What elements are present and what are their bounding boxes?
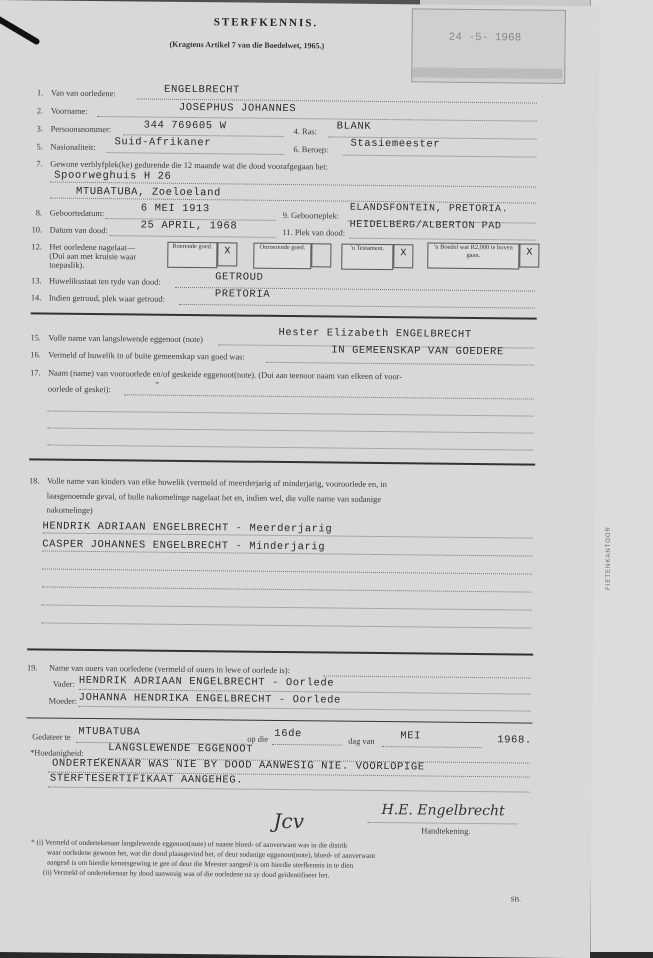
field-5-label: Nasionaliteit: [50, 142, 96, 153]
footnote-line-3: aangesê is om hierdie kennisgewing te gee of deur die Meester aangesê is om hierdie sterfkennis in te dien [46, 858, 354, 870]
checkbox-estate-over-r2000-label: 'n Boedel wat R2,000 te boven gaan. [434, 243, 513, 260]
field-5-number: 5. [36, 142, 43, 152]
pen-tip [0, 14, 41, 46]
footnote-line-4: (ii) Vermeld of ondertekenaar by dood aanwesig was of die oorledene na sy dood geïdentifiseer het. [42, 868, 330, 880]
field-6-value: Stasiemeester [350, 137, 441, 151]
field-15-label: Volle name van langslewende eggenoot (note) [48, 333, 204, 345]
field-17-line-4 [47, 445, 533, 451]
mother-label: Moeder: [48, 696, 78, 706]
field-7-number: 7. [36, 159, 43, 169]
field-8-number: 8. [35, 208, 43, 218]
field-17-line-3 [48, 428, 534, 434]
checkbox-estate-over-r2000 [427, 242, 519, 269]
field-3-value: 344 769605 W [143, 119, 227, 133]
stamp-date: 24 -5- 1968 [448, 31, 522, 45]
mark-estate-over-r2000: X [519, 243, 539, 267]
field-18-line-6 [41, 622, 531, 628]
field-2-number: 2. [36, 106, 44, 116]
field-16-line [266, 362, 534, 366]
field-8-value: 6 MEI 1913 [140, 202, 210, 216]
father-label: Vader: [52, 679, 75, 689]
field-12-label-b: (Dui aan met kruisie waar toepaslik). [49, 251, 137, 270]
field-14-number: 14. [30, 293, 42, 303]
field-18-label-c: nakomelinge) [46, 505, 93, 515]
field-17-number: 17. [30, 368, 41, 378]
dated-label: Gedateer te [32, 732, 71, 742]
section-divider-2 [29, 458, 535, 465]
section-divider-1 [31, 312, 537, 319]
day-line [272, 744, 342, 746]
section-divider-3 [27, 648, 533, 655]
field-18-line-4 [42, 586, 532, 592]
field-18-line-3 [42, 568, 532, 574]
field-18-child-1: HENDRIK ADRIAAN ENGELBRECHT - Meerderjarig [42, 520, 333, 536]
checkbox-movable-property [167, 242, 217, 269]
field-18-number: 18. [28, 476, 40, 486]
field-16-number: 16. [30, 350, 41, 360]
mother-value: JOHANNA HENDRIKA ENGELBRECHT - Oorlede [78, 691, 341, 707]
field-6-line [343, 155, 536, 158]
month-value: MEI [400, 730, 422, 743]
field-13-value: GETROUD [215, 271, 264, 284]
signature-line [367, 822, 517, 825]
handwritten-signature: H.E. Engelbrecht [381, 802, 505, 820]
field-15-value: Hester Elizabeth ENGELBRECHT [278, 326, 472, 341]
form-title: STERFKENNIS. [213, 16, 319, 30]
checkbox-will-label: 'n Testament. [350, 244, 385, 253]
field-19-line [323, 675, 531, 678]
field-11-label: 11. Plek van dood: [282, 227, 346, 238]
dated-place: MTUBATUBA [78, 725, 141, 739]
field-18-child-2: CASPER JOHANNES ENGELBRECHT - Minderjarig [42, 538, 326, 554]
field-2-value: JOSEPHUS JOHANNES [178, 101, 297, 116]
field-6-label: 6. Beroep: [293, 145, 329, 155]
capacity-label: *Hoedanigheid: [30, 748, 84, 758]
field-10-line [110, 235, 276, 238]
field-10-value: 25 APRIL, 1968 [140, 219, 238, 233]
year-value: 1968. [497, 734, 532, 747]
field-14-value: PRETORIA [214, 288, 271, 301]
field-16-value: IN GEMEENSKAP VAN GOEDERE [331, 344, 504, 359]
margin-vertical-text: FIETENKANTOOR [606, 526, 612, 590]
day-value: 16de [274, 727, 303, 741]
field-9-label: 9. Geboorteplek: [282, 210, 340, 221]
checkbox-immovable-property [253, 243, 311, 270]
field-18-line-5 [42, 604, 532, 610]
field-1-number: 1. [36, 88, 44, 98]
field-5-value: Suid-Afrikaner [114, 136, 212, 150]
field-17-label-a: Naam (name) van vooroorlede en/of geskeide eggenoot(note). (Dui aan teenoor naam van elkeen of voor- [48, 368, 403, 382]
signer-note-line-2: STERFTESERTIFIKAAT AANGEHEG. [49, 772, 244, 787]
footnote-line-2: waar oorledene gewoon het, wat die dood plaasgevind het, of deur sodanige eggenoot(note), bloed- of aanverwant [47, 848, 376, 860]
field-3-label: Persoonsnommer: [50, 124, 112, 135]
field-7-value-2: MTUBATUBA, Zoeloeland [75, 185, 221, 200]
checkbox-will [341, 244, 393, 271]
field-12-label-a: Het oorledene nagelaat— [49, 242, 136, 253]
field-10-label: Datum van dood: [49, 225, 108, 236]
signer-note-line-2-rule [48, 787, 530, 793]
field-7-value-1: Spoorweghuis H 26 [54, 169, 172, 183]
field-17-value: - [153, 377, 161, 390]
dag-van-label: dag van [348, 736, 375, 746]
signer-note-line-1: ONDERTEKENAAR WAS NIE BY DOOD AANWESIG NIE. VOORLOPIGE [51, 757, 425, 774]
signature-caption: Handtekening. [421, 826, 471, 836]
field-19-label: Name van ouers van oorledene (vermeld of ouers in lewe of oorlede is): [48, 663, 290, 676]
checkbox-movable-property-label: Roerende goed. [172, 242, 213, 251]
mother-line [79, 706, 531, 712]
capacity-value: LANGSLEWENDE EGGENOOT [108, 742, 254, 756]
checkbox-immovable-property-label: Onroerende goed. [259, 243, 306, 252]
field-7-label: Gewone verblyfplek(ke) gedurende die 12 maande wat die dood voorafgegaan het: [50, 159, 328, 172]
footnote-line-1: * (i) Vermeld of ondertekenaar langslewende eggenoot(note) of naaste bloed- of aanverwant was in die distrik [31, 838, 348, 850]
field-18-label-b: laasgenoemde geval, of hulle nakomelinge nagelaat het en, indien wel, die volle name van sodanige [46, 491, 382, 505]
month-line [382, 746, 482, 748]
field-3-number: 3. [36, 124, 43, 134]
field-9-value: ELANDSFONTEIN, PRETORIA. [349, 202, 509, 216]
field-4-label: 4. Ras: [293, 127, 317, 137]
field-8-label: Geboortedatum: [49, 208, 105, 219]
underlying-sheet-edge [590, 0, 653, 952]
field-19-number: 19. [26, 663, 38, 673]
field-17-line-1 [124, 394, 534, 399]
field-5-line [106, 152, 283, 155]
field-17-label-b: oorlede of geskei): [47, 384, 111, 395]
field-7-line-2 [50, 198, 536, 204]
field-15-number: 15. [30, 333, 41, 343]
field-11-line [350, 238, 536, 241]
field-1-label: Van van oorledene: [50, 88, 116, 99]
mark-movable-property: X [217, 242, 237, 266]
field-1-value: ENGELBRECHT [164, 83, 241, 97]
form-subtitle: (Kragtens Artikel 7 van die Boedelwet, 1965.) [169, 39, 325, 51]
mark-will: X [393, 244, 413, 268]
stamp-band [412, 67, 562, 79]
field-14-label: Indien getroud, plek waar getroud: [48, 293, 165, 304]
initials-signature: Jcv [273, 808, 305, 834]
mark-immovable-property [311, 243, 331, 267]
field-12-number: 12. [31, 242, 42, 252]
father-value: HENDRIK ADRIAAN ENGELBRECHT - Oorlede [78, 674, 335, 690]
field-16-label: Vermeld of huwelik in of buite gemeenskap van goed was: [48, 350, 245, 362]
date-stamp [411, 8, 566, 84]
form-code: SB. [510, 895, 521, 904]
field-13-label: Huweliksstaat ten tyde van dood: [49, 276, 161, 287]
field-17-line-2 [48, 411, 534, 417]
field-4-value: BLANK [336, 120, 372, 133]
field-14-line [179, 304, 535, 309]
field-18-label-a: Volle name van kinders van elke huwelik (vermeld of meerderjarig of minderjarig, vooroorlede en, in [46, 476, 387, 490]
field-10-number: 10. [31, 225, 43, 235]
field-13-number: 13. [31, 276, 42, 286]
op-die-label: op die [247, 734, 269, 744]
section-divider-4 [26, 717, 532, 723]
field-2-label: Voorname: [50, 106, 88, 116]
field-11-value: HEIDELBERG/ALBERTON PAD [349, 219, 502, 233]
